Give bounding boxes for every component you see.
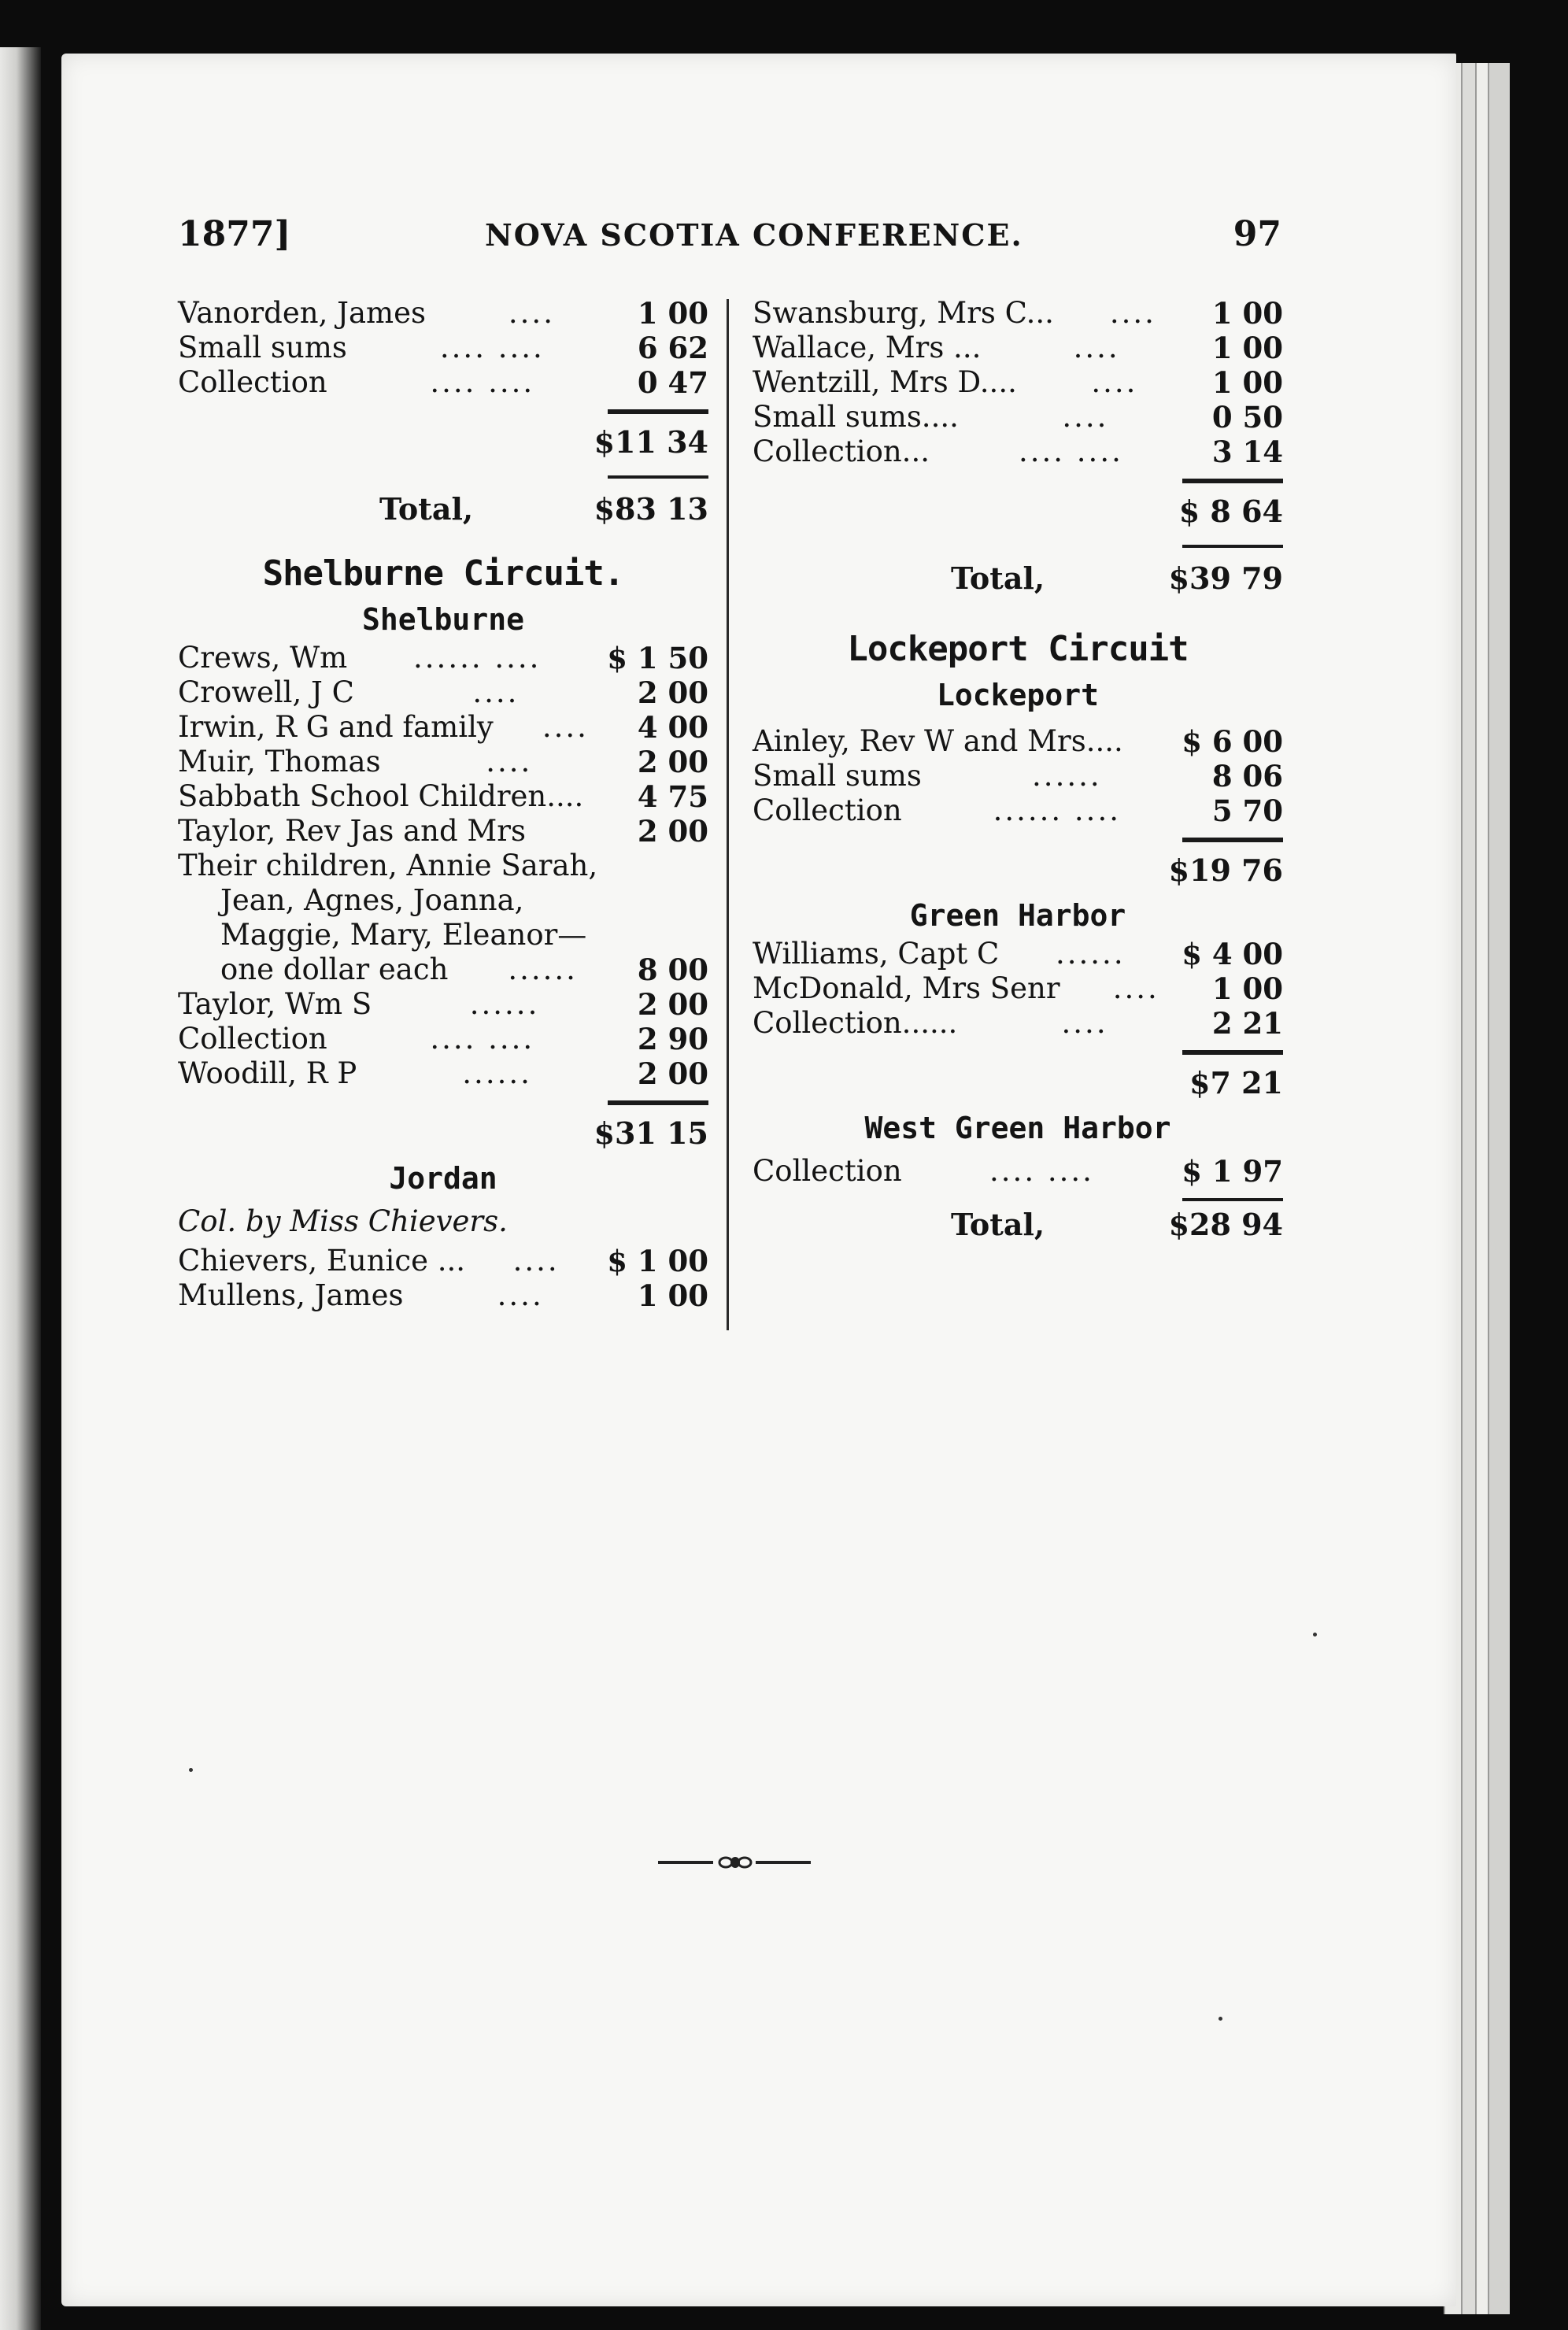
amount: $ 1 97 xyxy=(1182,1154,1283,1189)
subtotal-rule xyxy=(1182,1050,1283,1055)
total-rule xyxy=(1182,1198,1283,1201)
contributor-name: Crowell, J C xyxy=(178,675,354,709)
total-label: Total, xyxy=(379,491,474,527)
contributor-name: Collection xyxy=(178,1022,327,1056)
amount: 2 00 xyxy=(637,814,708,849)
contributor-name: Vanorden, James xyxy=(178,296,426,330)
circuit-title-shelburne: Shelburne Circuit. xyxy=(262,553,624,594)
ledger-row xyxy=(178,296,708,331)
amount: 2 00 xyxy=(637,1056,708,1091)
ledger-row xyxy=(753,1154,1283,1189)
amount: 4 75 xyxy=(637,779,708,814)
shelburne-entries xyxy=(178,641,708,1091)
leader-dots: .... xyxy=(486,745,533,779)
contributor-name: Collection xyxy=(178,365,327,399)
contributor-name: Small sums xyxy=(178,331,347,364)
circuit-title-lockeport: Lockeport Circuit xyxy=(847,629,1189,669)
ledger-row xyxy=(178,710,708,745)
ledger-row xyxy=(178,365,708,400)
leader-dots: .... xyxy=(1073,331,1120,364)
leader-dots: ...... xyxy=(469,987,540,1021)
amount: 1 00 xyxy=(637,296,708,331)
ledger-row xyxy=(753,1006,1283,1041)
amount: 6 62 xyxy=(637,331,708,365)
ledger-row xyxy=(178,952,708,987)
ledger-row xyxy=(753,724,1283,759)
total-row xyxy=(178,483,708,535)
page-number: 97 xyxy=(1233,214,1281,254)
scan-speck xyxy=(189,1768,193,1772)
total-rule xyxy=(608,475,708,479)
ledger-row xyxy=(178,1278,708,1313)
contributor-name: Swansburg, Mrs C... xyxy=(753,296,1054,330)
scan-speck xyxy=(1219,2017,1222,2021)
contributor-name: one dollar each xyxy=(220,952,449,986)
leader-dots: .... xyxy=(1109,296,1156,330)
contributor-name: Muir, Thomas xyxy=(178,745,381,779)
ledger-row xyxy=(753,296,1283,331)
subtotal-rule xyxy=(608,409,708,414)
column-divider xyxy=(727,299,729,1330)
ledger-row xyxy=(178,1022,708,1056)
green-harbor-entries xyxy=(753,937,1283,1041)
ledger-row xyxy=(753,435,1283,469)
header-title: NOVA SCOTIA CONFERENCE. xyxy=(485,217,1023,253)
leader-dots: .... .... xyxy=(430,365,535,399)
place-title-shelburne: Shelburne xyxy=(362,602,524,637)
jordan-entries xyxy=(178,1244,708,1313)
amount: 2 00 xyxy=(637,675,708,710)
amount: 1 00 xyxy=(1211,331,1283,365)
ledger-row xyxy=(753,971,1283,1006)
amount: 1 00 xyxy=(637,1278,708,1313)
leader-dots: ...... xyxy=(462,1056,532,1090)
leader-dots: .... .... xyxy=(1018,435,1123,468)
ledger-row xyxy=(178,918,708,952)
leader-dots: .... xyxy=(508,296,555,330)
place-title-green-harbor: Green Harbor xyxy=(909,898,1126,933)
ledger-row xyxy=(178,849,708,883)
ledger-row xyxy=(753,365,1283,400)
ledger-row xyxy=(753,331,1283,365)
ledger-row xyxy=(753,759,1283,793)
ledger-row xyxy=(178,814,708,849)
amount: 5 70 xyxy=(1211,793,1283,828)
leader-dots: ...... .... xyxy=(993,793,1121,827)
subtotal-amount: $7 21 xyxy=(1189,1065,1283,1100)
subtotal-amount: $ 8 64 xyxy=(1178,494,1283,529)
place-title-lockeport: Lockeport xyxy=(937,678,1099,712)
ledger-row xyxy=(178,779,708,814)
ledger-row xyxy=(178,1244,708,1278)
leader-dots: .... xyxy=(1112,971,1159,1005)
contributor-name: Ainley, Rev W and Mrs.... xyxy=(753,724,1123,758)
contributor-name: Irwin, R G and family xyxy=(178,710,494,744)
ledger-row xyxy=(178,987,708,1022)
subtotal-rule xyxy=(1182,479,1283,483)
total-row xyxy=(753,1206,1283,1244)
amount: $ 1 00 xyxy=(607,1244,708,1278)
ledger-row xyxy=(753,937,1283,971)
amount: $ 6 00 xyxy=(1182,724,1283,759)
contributor-name: McDonald, Mrs Senr xyxy=(753,971,1060,1005)
amount: 1 00 xyxy=(1211,365,1283,400)
place-title-jordan: Jordan xyxy=(389,1161,497,1196)
west-green-harbor-entries xyxy=(753,1154,1283,1189)
amount: 2 90 xyxy=(637,1022,708,1056)
ledger-row xyxy=(178,1056,708,1091)
place-title-west-green-harbor: West Green Harbor xyxy=(864,1111,1171,1145)
subtotal-amount: $19 76 xyxy=(1168,852,1283,888)
leader-dots: .... .... xyxy=(989,1154,1094,1188)
total-row xyxy=(753,553,1283,605)
amount: 2 00 xyxy=(637,987,708,1022)
total-label: Total, xyxy=(951,1207,1045,1242)
header-year: 1877] xyxy=(178,214,291,254)
leader-dots: .... xyxy=(1061,1006,1108,1040)
contributor-name: Collection xyxy=(753,793,902,827)
leader-dots: .... xyxy=(542,710,589,744)
amount: 2 00 xyxy=(637,745,708,779)
leader-dots: ...... .... xyxy=(413,641,542,675)
leader-dots: ...... xyxy=(1032,759,1102,793)
contributor-name: Collection xyxy=(753,1154,902,1188)
ledger-row xyxy=(753,793,1283,828)
subtotal-row xyxy=(753,488,1283,535)
contributor-name: Wallace, Mrs ... xyxy=(753,331,982,364)
ledger-row xyxy=(178,641,708,675)
left-column xyxy=(178,296,708,1313)
leader-dots: .... .... xyxy=(439,331,545,364)
contributor-name: Their children, Annie Sarah, xyxy=(178,849,598,882)
total-rule xyxy=(1182,545,1283,548)
page-stack-edge xyxy=(1488,63,1510,2314)
adjacent-page-edge xyxy=(0,47,41,2330)
ledger-row xyxy=(178,883,708,918)
running-header xyxy=(178,214,1281,261)
total-label: Total, xyxy=(951,560,1045,596)
amount: 4 00 xyxy=(637,710,708,745)
contributor-name: Taylor, Rev Jas and Mrs xyxy=(178,814,526,848)
amount: $ 4 00 xyxy=(1182,937,1283,971)
subtotal-row xyxy=(753,1060,1283,1107)
total-amount: $28 94 xyxy=(1168,1207,1283,1242)
ledger-row xyxy=(178,745,708,779)
leader-dots: .... xyxy=(472,675,520,709)
total-amount: $83 13 xyxy=(594,491,708,527)
amount: 2 21 xyxy=(1211,1006,1283,1041)
subtotal-amount: $31 15 xyxy=(594,1115,708,1151)
contributor-name: Taylor, Wm S xyxy=(178,987,372,1021)
contributor-name: Chievers, Eunice ... xyxy=(178,1244,466,1278)
contributor-name: Mullens, James xyxy=(178,1278,404,1312)
amount: 0 50 xyxy=(1211,400,1283,435)
contributor-name: Woodill, R P xyxy=(178,1056,357,1090)
ledger-row xyxy=(178,675,708,710)
leader-dots: .... xyxy=(497,1278,544,1312)
subtotal-row xyxy=(178,419,708,466)
contributor-name: Collection...... xyxy=(753,1006,958,1040)
contributor-name: Small sums xyxy=(753,759,922,793)
subtotal-amount: $11 34 xyxy=(594,424,708,460)
amount: $ 1 50 xyxy=(607,641,708,675)
contributor-name: Collection... xyxy=(753,435,930,468)
leader-dots: .... .... xyxy=(430,1022,535,1056)
amount: 8 06 xyxy=(1211,759,1283,793)
leader-dots: .... xyxy=(512,1244,560,1278)
contributor-name: Jean, Agnes, Joanna, xyxy=(220,883,524,917)
amount: 1 00 xyxy=(1211,971,1283,1006)
contributor-name: Wentzill, Mrs D.... xyxy=(753,365,1017,399)
total-amount: $39 79 xyxy=(1168,560,1283,596)
right-top-entries xyxy=(753,296,1283,469)
subtotal-row xyxy=(178,1110,708,1157)
amount: 1 00 xyxy=(1211,296,1283,331)
leader-dots: ...... xyxy=(1056,937,1126,971)
amount: 8 00 xyxy=(637,952,708,987)
contributor-name: Sabbath School Children.... xyxy=(178,779,584,813)
leader-dots: .... xyxy=(1091,365,1138,399)
amount: 3 14 xyxy=(1211,435,1283,469)
ornament-divider xyxy=(658,1855,811,1870)
subtotal-row xyxy=(753,847,1283,894)
subtotal-rule xyxy=(608,1100,708,1105)
lockeport-entries xyxy=(753,724,1283,828)
collection-note: Col. by Miss Chievers. xyxy=(178,1204,508,1238)
right-column xyxy=(753,296,1283,1244)
leader-dots: .... xyxy=(1062,400,1109,434)
ledger-row xyxy=(178,331,708,365)
amount: 0 47 xyxy=(637,365,708,400)
subtotal-rule xyxy=(1182,838,1283,842)
ledger-row xyxy=(753,400,1283,435)
contributor-name: Small sums.... xyxy=(753,400,959,434)
leader-dots: ...... xyxy=(508,952,578,986)
contributor-name: Crews, Wm xyxy=(178,641,348,675)
scan-speck xyxy=(1313,1633,1317,1637)
contributor-name: Maggie, Mary, Eleanor— xyxy=(220,918,587,952)
contributor-name: Williams, Capt C xyxy=(753,937,1000,971)
left-top-entries xyxy=(178,296,708,400)
